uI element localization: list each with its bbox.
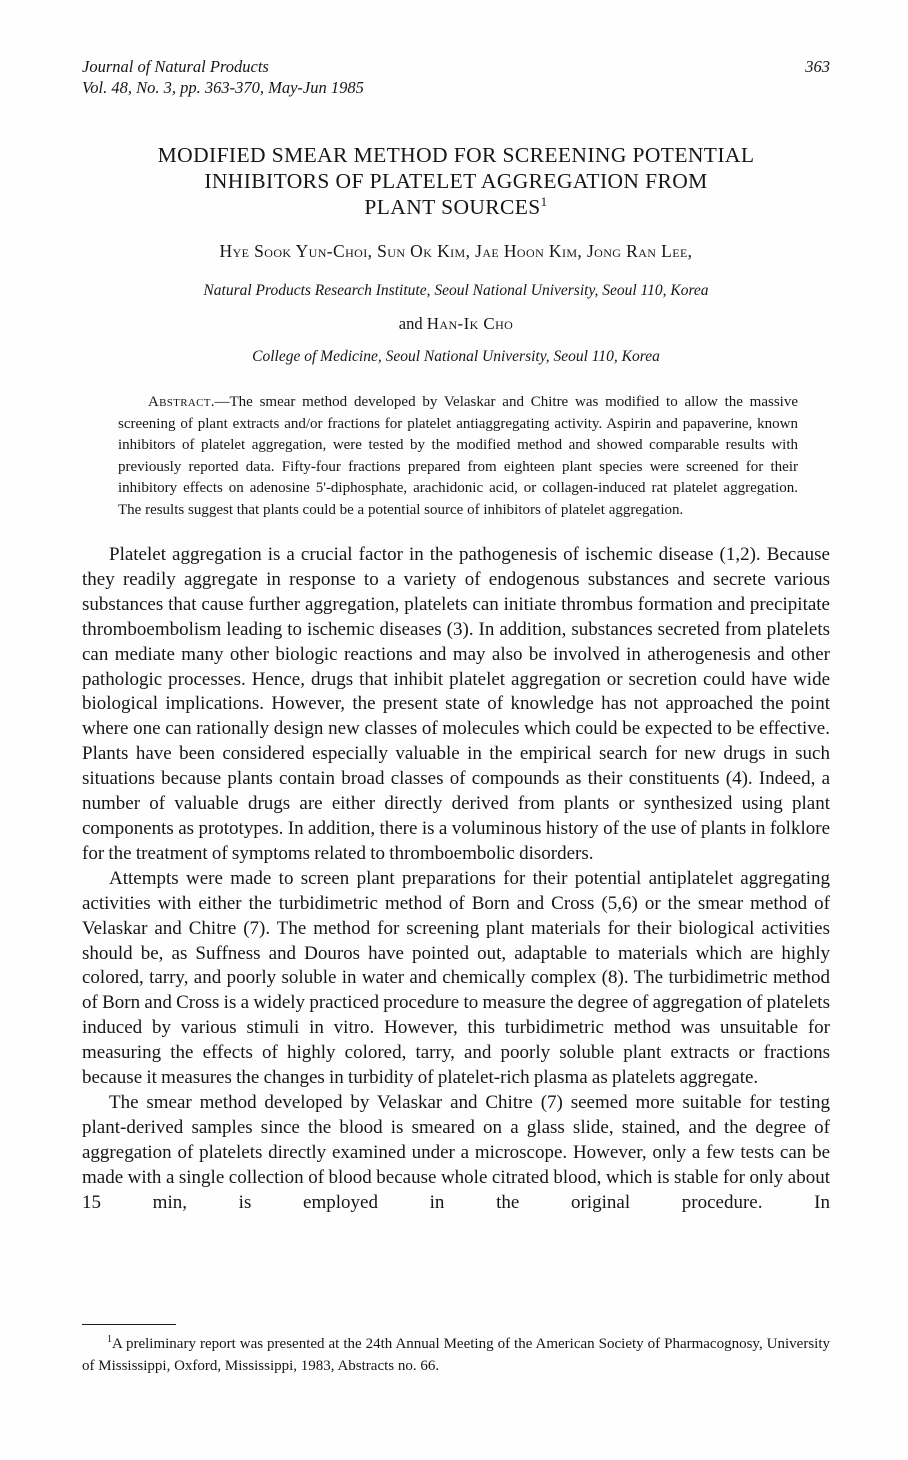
journal-name: Journal of Natural Products — [82, 57, 269, 76]
running-head — [82, 56, 830, 98]
footnote-divider — [82, 1324, 176, 1325]
body-paragraph-1: Platelet aggregation is a crucial factor in the pathogenesis of ischemic disease (1,2). Because they readily aggregate in response to a variety of endogenous substances and secrete various substances that cause further aggregation, platelets can initiate thrombus formation and precipitate thromboembolism leading to ischemic diseases (3). In addition, substances secreted from platelets can mediate many other biologic reactions and may also be involved in atherogenesis and other pathologic processes. Hence, drugs that inhibit platelet aggregation or secretion could have wide biological implications. However, the present state of knowledge has not approached the point where one can rationally design new classes of molecules which could be expected to be effective. Plants have been considered especially valuable in the empirical search for new drugs in such situations because plants contain broad classes of compounds as their constituents (4). Indeed, a number of valuable drugs are either directly derived from plants or synthesized using plant components as prototypes. In addition, there is a voluminous history of the use of plants in folklore for the treatment of symptoms related to thromboembolic disorders. — [82, 544, 830, 864]
affiliation-2: College of Medicine, Seoul National University, Seoul 110, Korea — [252, 348, 660, 365]
abstract-separator: .— — [210, 394, 230, 410]
title-line-3-text: PLANT SOURCES — [364, 195, 541, 219]
footnote — [82, 1334, 830, 1377]
title-line-1: MODIFIED SMEAR METHOD FOR SCREENING POTENTIAL — [157, 143, 755, 167]
article-body — [82, 543, 830, 1215]
footnote-text: A preliminary report was presented at the 24th Annual Meeting of the American Society of Pharmacognosy, University of Mississippi, Oxford, Mississippi, 1983, Abstracts no. 66. — [82, 1336, 830, 1374]
journal-issue-line: Vol. 48, No. 3, pp. 363-370, May-Jun 1985 — [82, 78, 364, 97]
abstract — [118, 392, 798, 521]
abstract-label: Abstract — [148, 394, 211, 410]
title-line-2: INHIBITORS OF PLATELET AGGREGATION FROM — [204, 169, 708, 193]
journal-info — [82, 56, 364, 98]
paper-title — [82, 142, 830, 220]
title-footnote-marker: 1 — [540, 193, 548, 209]
abstract-text: The smear method developed by Velaskar and Chitre was modified to allow the massive screening of plant extracts and/or fractions for platelet antiaggregating activity. Aspirin and papaverine, known inhibitors of platelet aggregation, were tested by the modified method and showed comparable results with previously reported data. Fifty-four fractions prepared from eighteen plant species were screened for their inhibitory effects on adenosine 5'-diphosphate, arachidonic acid, or collagen-induced rat platelet aggregation. The results suggest that plants could be a potential source of inhibitors of platelet aggregation. — [118, 394, 798, 518]
authors-line: Hye Sook Yun-Choi, Sun Ok Kim, Jae Hoon Kim, Jong Ran Lee, — [219, 241, 693, 261]
body-paragraph-3: The smear method developed by Velaskar and Chitre (7) seemed more suitable for testing plant-derived samples since the blood is smeared on a glass slide, stained, and the degree of aggregation of platelets directly examined under a microscope. However, only a few tests can be made with a single collection of blood because whole citrated blood, which is stable for only about 15 min, is employed in the original procedure. In — [82, 1091, 830, 1213]
body-paragraph-2: Attempts were made to screen plant preparations for their potential antiplatelet aggregating activities with either the turbidimetric method of Born and Cross (5,6) or the smear method of Velaskar and Chitre (7). The method for screening plant materials for their biological activities should be, as Suffness and Douros have pointed out, adaptable to materials which are highly colored, tarry, and poorly soluble in water and chemically complex (8). The turbidimetric method of Born and Cross is a widely practiced procedure to measure the degree of aggregation of platelets induced by various stimuli in vitro. However, this turbidimetric method was unsuitable for measuring the effects of highly colored, tarry, and poorly soluble plant extracts or fractions because it measures the changes in turbidity of platelet-rich plasma as platelets aggregate. — [82, 867, 830, 1089]
footnote-block — [82, 1324, 830, 1377]
page-number: 363 — [805, 57, 830, 76]
and-prefix: and — [398, 314, 427, 333]
last-author-name: Han-Ik Cho — [426, 314, 514, 333]
title-line-3 — [82, 194, 830, 220]
affiliation-1: Natural Products Research Institute, Seoul National University, Seoul 110, Korea — [203, 282, 709, 299]
and-author-line — [82, 314, 830, 334]
footnote-marker: 1 — [107, 1334, 112, 1345]
